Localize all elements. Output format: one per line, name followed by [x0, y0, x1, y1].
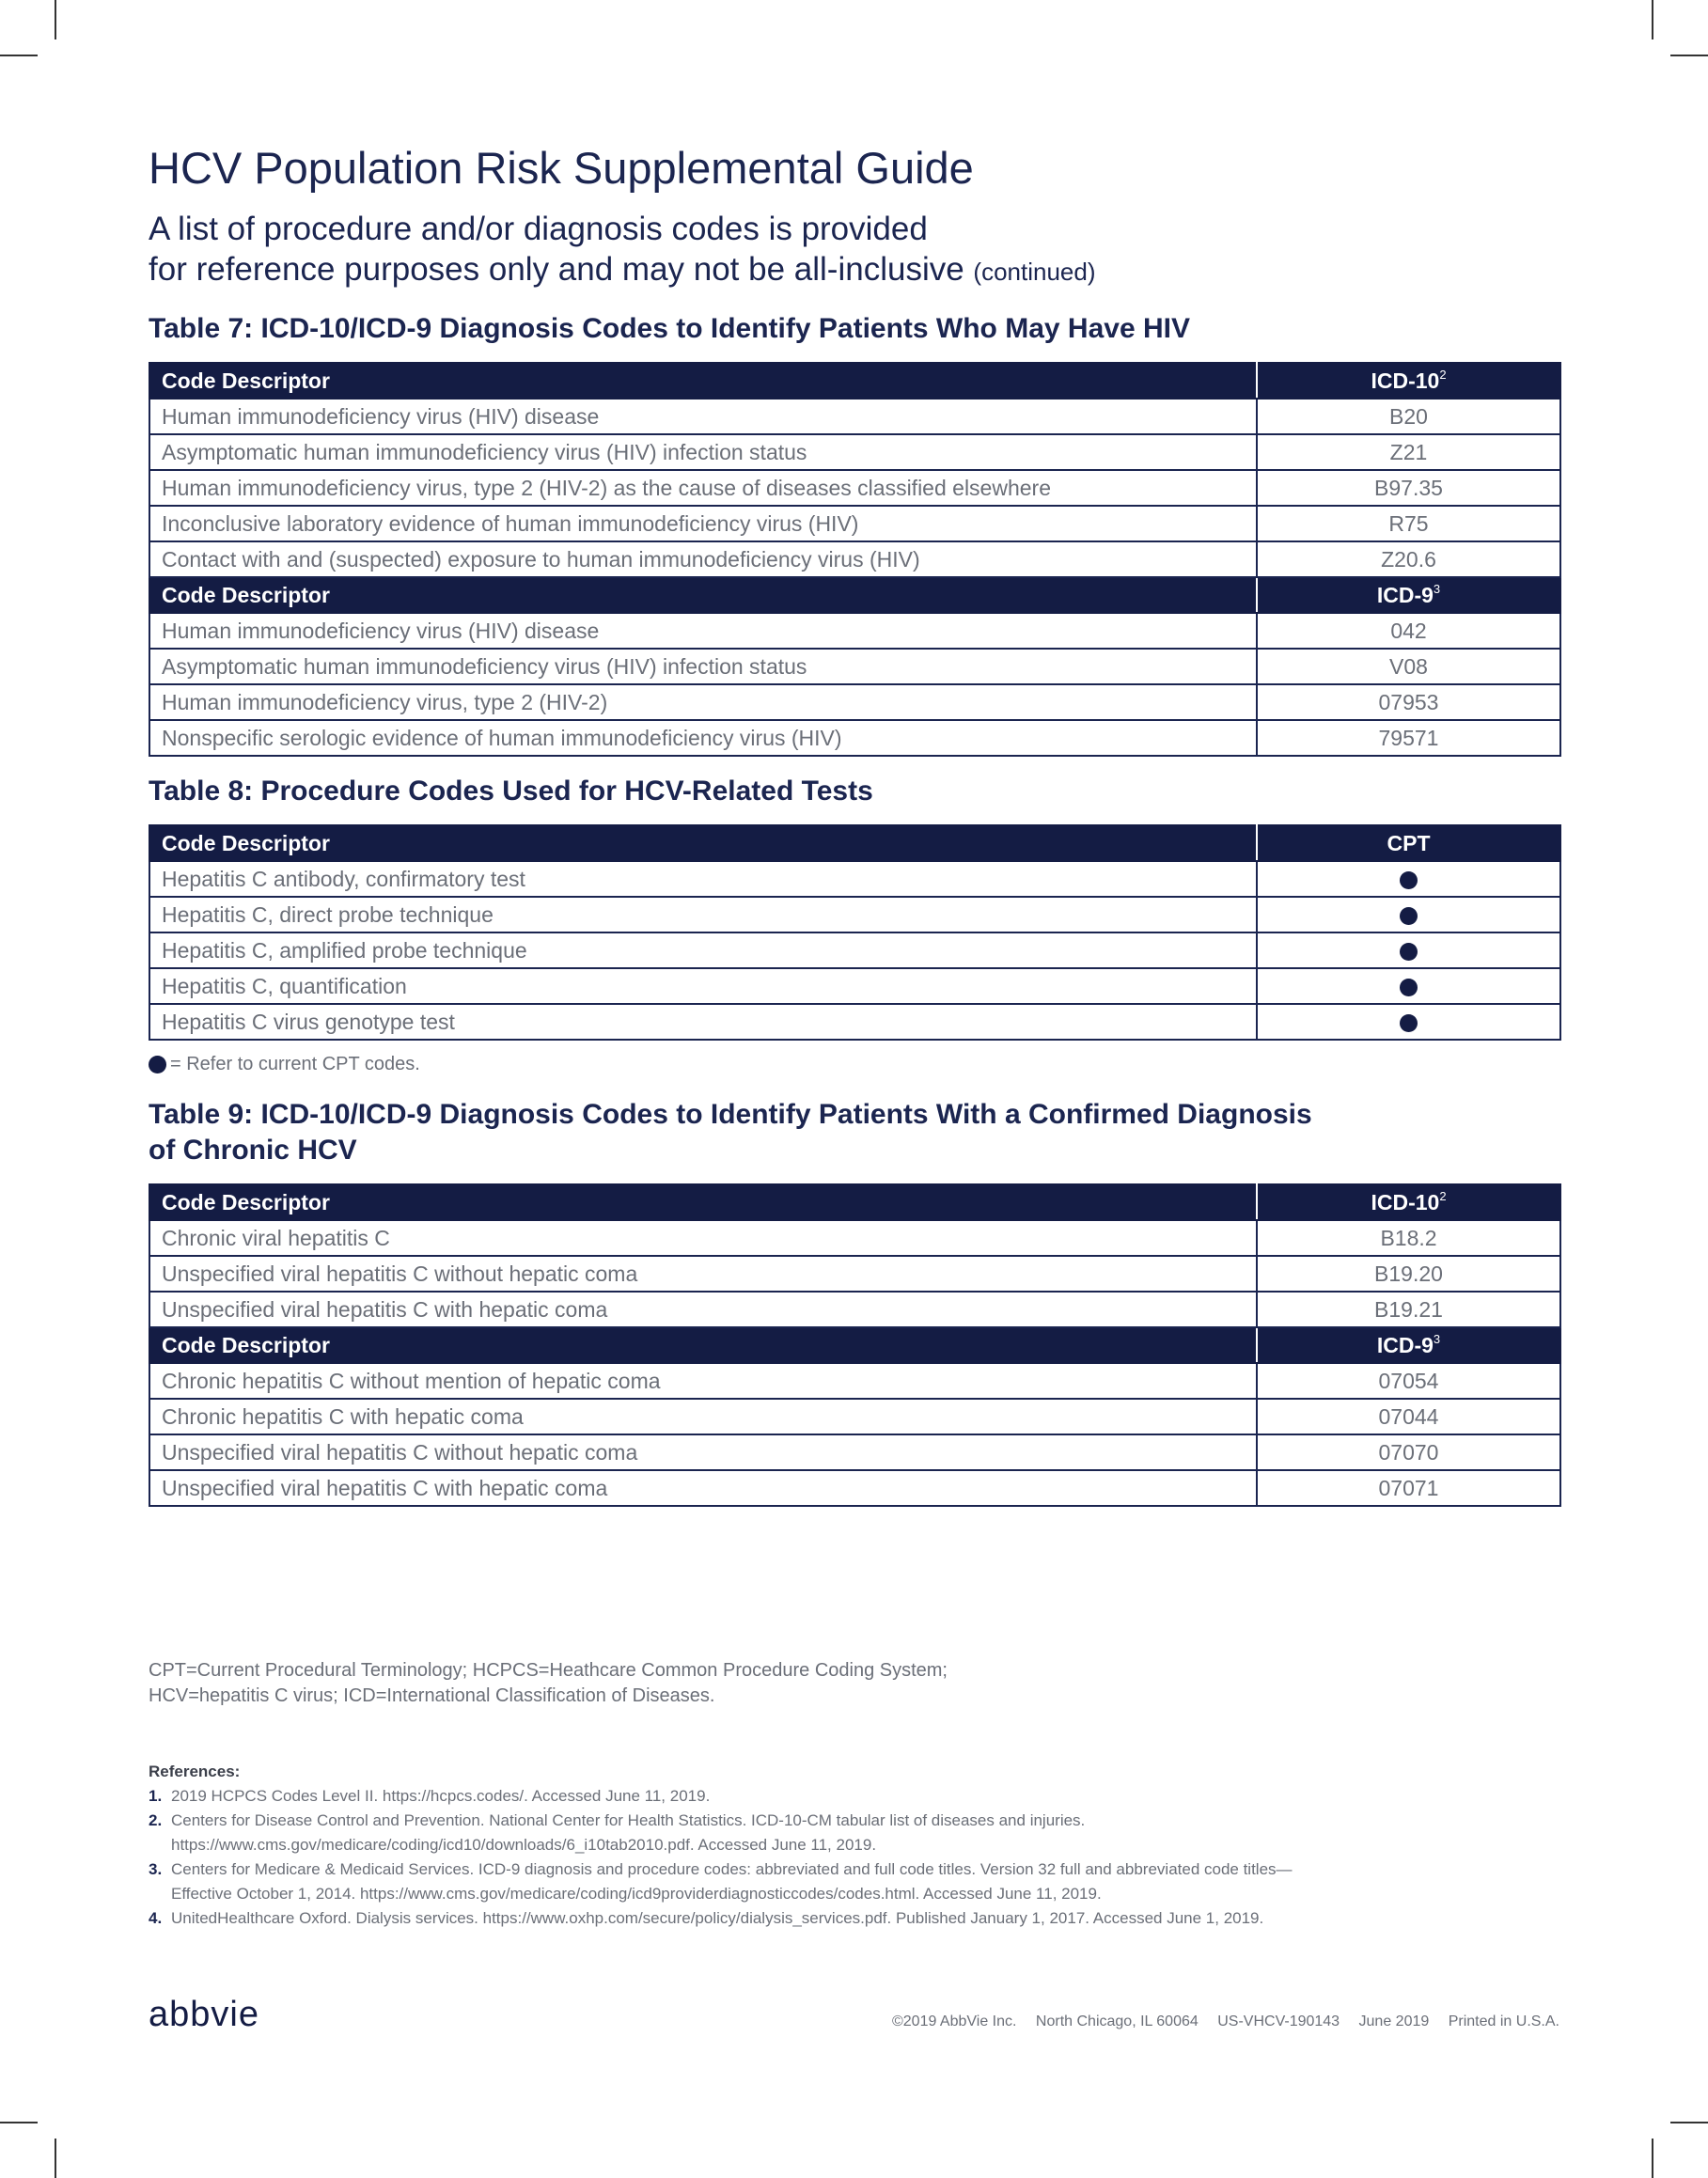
table-row: Hepatitis C antibody, confirmatory test [149, 861, 1560, 897]
table-9-title: Table 9: ICD-10/ICD-9 Diagnosis Codes to Identify Patients With a Confirmed Diagnosis of Chronic HCV [149, 1099, 1312, 1166]
crop-mark [1652, 0, 1653, 39]
reference-item: 2. Centers for Disease Control and Prevention. National Center for Health Statistics. ICD-10-CM tabular list of diseases and injuries. https://www.cms.gov/medicare/coding/icd10/downloads/6_i10tab2010.pdf. Accessed June 11, 2019. [149, 1811, 1086, 1854]
table-8-title: Table 8: Procedure Codes Used for HCV-Related Tests [149, 776, 873, 807]
table-row: Chronic hepatitis C without mention of hepatic coma 07054 [149, 1363, 1560, 1399]
table-row: Unspecified viral hepatitis C with hepatic coma B19.21 [149, 1292, 1560, 1327]
header-code-descriptor: Code Descriptor [149, 1184, 1257, 1220]
table-header-row [149, 825, 1560, 861]
reference-item: 4. UnitedHealthcare Oxford. Dialysis services. https://www.oxhp.com/secure/policy/dialysis_services.pdf. Published January 1, 2017. Accessed June 1, 2019. [149, 1909, 1264, 1927]
cpt-dot-icon [1400, 871, 1418, 889]
header-code-descriptor: Code Descriptor [149, 1327, 1257, 1363]
page-title: HCV Population Risk Supplemental Guide [149, 143, 974, 193]
legend-dot-icon [149, 1056, 166, 1073]
table-row: Hepatitis C virus genotype test [149, 1004, 1560, 1040]
crop-mark [0, 55, 38, 56]
table-row: Human immunodeficiency virus, type 2 (HIV-2) 07953 [149, 684, 1560, 720]
header-code-descriptor: Code Descriptor [149, 363, 1257, 399]
footer-doc-id: US-VHCV-190143 [1217, 2013, 1340, 2029]
header-icd9: ICD-$9^3$ [1257, 577, 1560, 613]
table-row: Hepatitis C, amplified probe technique [149, 932, 1560, 968]
footer-location: North Chicago, IL 60064 [1035, 2013, 1199, 2029]
table-row: Human immunodeficiency virus (HIV) disease 042 [149, 613, 1560, 649]
table-row: Human immunodeficiency virus (HIV) disease B20 [149, 399, 1560, 434]
crop-mark [1670, 55, 1708, 56]
header-icd9: ICD-$9^3$ [1257, 1327, 1560, 1363]
table-9 [149, 1183, 1561, 1507]
table-header-row [149, 363, 1560, 399]
table-7 [149, 362, 1561, 757]
header-cpt: CPT [1257, 825, 1560, 861]
table-row: Unspecified viral hepatitis C without hepatic coma 07070 [149, 1434, 1560, 1470]
table-row: Hepatitis C, direct probe technique [149, 897, 1560, 932]
cpt-legend: = Refer to current CPT codes. [149, 1054, 1559, 1076]
cpt-dot-icon [1400, 1014, 1418, 1032]
footer [877, 2013, 1559, 2030]
crop-mark [55, 0, 56, 39]
table-row: Chronic hepatitis C with hepatic coma 07044 [149, 1399, 1560, 1434]
references-heading: References: [149, 1763, 241, 1780]
table-row: Unspecified viral hepatitis C without hepatic coma B19.20 [149, 1256, 1560, 1292]
crop-mark [0, 2122, 38, 2123]
table-row: Inconclusive laboratory evidence of human immunodeficiency virus (HIV) R75 [149, 506, 1560, 541]
header-icd10: ICD-$10^2$ [1257, 1184, 1560, 1220]
table-7-title: Table 7: ICD-10/ICD-9 Diagnosis Codes to Identify Patients Who May Have HIV [149, 313, 1190, 344]
table-row: Nonspecific serologic evidence of human immunodeficiency virus (HIV) 79571 [149, 720, 1560, 756]
table-row: Asymptomatic human immunodeficiency virus (HIV) infection status Z21 [149, 434, 1560, 470]
crop-mark [1670, 2122, 1708, 2123]
cpt-dot-icon [1400, 943, 1418, 961]
table-row: Chronic viral hepatitis C B18.2 [149, 1220, 1560, 1256]
table-8 [149, 824, 1561, 1041]
footer-date: June 2019 [1358, 2013, 1430, 2029]
subtitle-line-1: A list of procedure and/or diagnosis codes is provided [149, 211, 928, 247]
copyright: ©2019 AbbVie Inc. [891, 2013, 1017, 2029]
reference-item: 3. Centers for Medicare & Medicaid Services. ICD-9 diagnosis and procedure codes: abbreviated and full code titles. Version 32 full and abbreviated code titles— Effective October 1, 2014. https://www.cms.gov/medicare/coding/icd9providerdiagnosticcodes/codes.html. Accessed June 11, 2019. [149, 1860, 1293, 1903]
continued-note: (continued) [973, 258, 1096, 286]
table-row: Unspecified viral hepatitis C with hepatic coma 07071 [149, 1470, 1560, 1506]
page-content [149, 139, 1559, 1507]
abbvie-logo: abbvie [149, 1995, 259, 2034]
footer-printed: Printed in U.S.A. [1448, 2013, 1559, 2029]
page-subtitle [149, 209, 1559, 292]
table-row: Contact with and (suspected) exposure to human immunodeficiency virus (HIV) Z20.6 [149, 541, 1560, 577]
abbreviations: CPT=Current Procedural Terminology; HCPCS=Heathcare Common Procedure Coding System; HCV=hepatitis C virus; ICD=International Classification of Diseases. [149, 1660, 948, 1706]
subtitle-line-2: for reference purposes only and may not be all-inclusive (continued) [149, 251, 1096, 288]
table-row: Human immunodeficiency virus, type 2 (HIV-2) as the cause of diseases classified elsewhere B97.35 [149, 470, 1560, 506]
table-header-row [149, 577, 1560, 613]
cpt-dot-icon [1400, 979, 1418, 996]
reference-item: 1. 2019 HCPCS Codes Level II. https://hcpcs.codes/. Accessed June 11, 2019. [149, 1787, 711, 1805]
cpt-dot-icon [1400, 907, 1418, 925]
table-header-row [149, 1327, 1560, 1363]
header-code-descriptor: Code Descriptor [149, 825, 1257, 861]
header-icd10: ICD-$10^2$ [1257, 363, 1560, 399]
table-row: Asymptomatic human immunodeficiency virus (HIV) infection status V08 [149, 649, 1560, 684]
crop-mark [55, 2139, 56, 2178]
crop-mark [1652, 2139, 1653, 2178]
references [149, 1760, 1577, 1931]
table-header-row [149, 1184, 1560, 1220]
header-code-descriptor: Code Descriptor [149, 577, 1257, 613]
table-row: Hepatitis C, quantification [149, 968, 1560, 1004]
